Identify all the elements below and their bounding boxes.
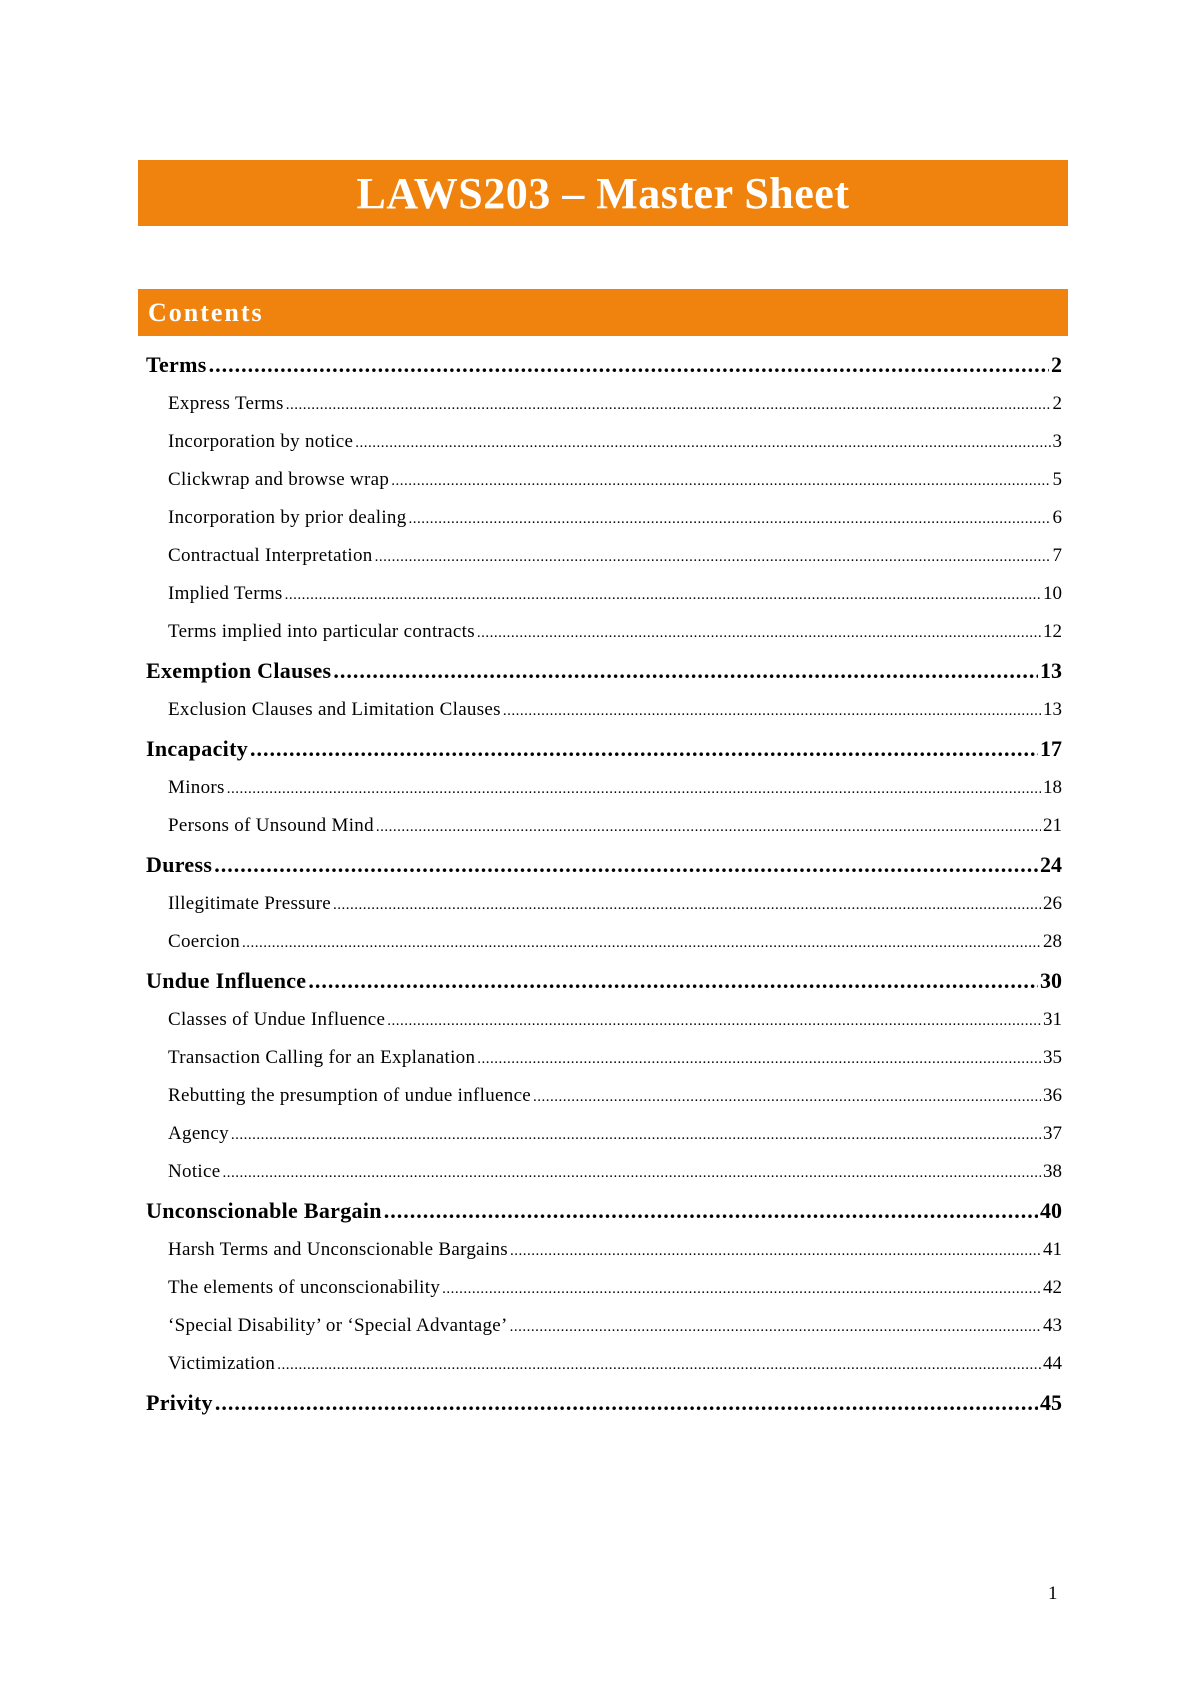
toc-entry-page: 12 (1043, 621, 1062, 642)
toc-entry-page: 17 (1040, 736, 1062, 761)
toc-subsection-link[interactable] (146, 885, 1062, 923)
title-banner (138, 160, 1068, 226)
toc-entry-page: 13 (1040, 658, 1062, 683)
toc-entry-page: 3 (1052, 431, 1062, 452)
toc-entry-page: 18 (1043, 777, 1062, 798)
toc-entry-page: 30 (1040, 968, 1062, 993)
toc-dot-leader (277, 1345, 1041, 1383)
toc-subsection-link[interactable] (146, 385, 1062, 423)
toc-section-link[interactable] (146, 729, 1062, 769)
toc-dot-leader (387, 1001, 1041, 1039)
toc-dot-leader (355, 423, 1050, 461)
toc-entry-label: Terms implied into particular contracts (168, 621, 475, 642)
toc-dot-leader (376, 807, 1041, 845)
toc-section-link[interactable] (146, 961, 1062, 1001)
toc-entry-page: 35 (1043, 1047, 1062, 1068)
toc-dot-leader (384, 1191, 1038, 1231)
toc-entry-label: Illegitimate Pressure (168, 893, 332, 914)
toc-entry-label: Harsh Terms and Unconscionable Bargains (168, 1239, 508, 1260)
toc-entry-page: 5 (1052, 469, 1062, 490)
toc-dot-leader (442, 1269, 1041, 1307)
toc-subsection-link[interactable] (146, 769, 1062, 807)
document-title: LAWS203 – Master Sheet (356, 168, 850, 218)
toc-entry-label: Exemption Clauses (146, 658, 332, 683)
toc-subsection-link[interactable] (146, 1039, 1062, 1077)
toc-dot-leader (222, 1153, 1041, 1191)
toc-entry-label: Incorporation by prior dealing (168, 507, 407, 528)
toc-entry-label: Implied Terms (168, 583, 283, 604)
toc-dot-leader (250, 729, 1038, 769)
toc-subsection-link[interactable] (146, 807, 1062, 845)
toc-entry-page: 24 (1040, 852, 1062, 877)
toc-subsection-link[interactable] (146, 613, 1062, 651)
toc-entry-page: 13 (1043, 699, 1062, 720)
toc-entry-label: Persons of Unsound Mind (168, 815, 374, 836)
toc-entry-page: 40 (1040, 1198, 1062, 1223)
toc-dot-leader (231, 1115, 1041, 1153)
toc-dot-leader (227, 769, 1041, 807)
toc-entry-label: Agency (168, 1123, 229, 1144)
contents-heading: Contents (148, 297, 264, 327)
toc-subsection-link[interactable] (146, 1269, 1062, 1307)
toc-entry-label: Coercion (168, 931, 241, 952)
toc-entry-page: 43 (1043, 1315, 1062, 1336)
toc-entry-label: Unconscionable Bargain (146, 1198, 382, 1223)
contents-banner (138, 289, 1068, 336)
toc-entry-label: Notice (168, 1161, 221, 1182)
toc-dot-leader (215, 1383, 1038, 1423)
toc-entry-label: Incorporation by notice (168, 431, 354, 452)
toc-subsection-link[interactable] (146, 1307, 1062, 1345)
toc-entry-page: 21 (1043, 815, 1062, 836)
toc-entry-page: 7 (1052, 545, 1062, 566)
toc-subsection-link[interactable] (146, 575, 1062, 613)
toc-section-link[interactable] (146, 1191, 1062, 1231)
toc-dot-leader (477, 613, 1041, 651)
toc-dot-leader (503, 691, 1041, 729)
toc-subsection-link[interactable] (146, 691, 1062, 729)
toc-dot-leader (308, 961, 1038, 1001)
toc-entry-label: The elements of unconscionability (168, 1277, 441, 1298)
toc-dot-leader (333, 885, 1041, 923)
toc-subsection-link[interactable] (146, 499, 1062, 537)
toc-entry-page: 28 (1043, 931, 1062, 952)
toc-entry-page: 6 (1052, 507, 1062, 528)
toc-dot-leader (375, 537, 1051, 575)
toc-subsection-link[interactable] (146, 461, 1062, 499)
toc-section-link[interactable] (146, 1383, 1062, 1423)
toc-entry-label: Classes of Undue Influence (168, 1009, 386, 1030)
toc-subsection-link[interactable] (146, 1001, 1062, 1039)
toc-entry-page: 42 (1043, 1277, 1062, 1298)
toc-entry-page: 45 (1040, 1390, 1062, 1415)
toc-entry-page: 36 (1043, 1085, 1062, 1106)
toc-subsection-link[interactable] (146, 1231, 1062, 1269)
toc-section-link[interactable] (146, 845, 1062, 885)
toc-subsection-link[interactable] (146, 423, 1062, 461)
toc-entry-page: 38 (1043, 1161, 1062, 1182)
toc-entry-label: Victimization (168, 1353, 276, 1374)
toc-entry-label: Express Terms (168, 393, 284, 414)
toc-dot-leader (285, 575, 1041, 613)
toc-dot-leader (286, 385, 1051, 423)
toc-entry-label: Undue Influence (146, 968, 307, 993)
page-number: 1 (1048, 1583, 1058, 1604)
toc-entry-page: 2 (1051, 352, 1062, 377)
toc-entry-label: Rebutting the presumption of undue influence (168, 1085, 532, 1106)
toc-subsection-link[interactable] (146, 1077, 1062, 1115)
toc-entry-label: ‘Special Disability’ or ‘Special Advantage’ (168, 1315, 508, 1336)
toc-entry-page: 10 (1043, 583, 1062, 604)
toc-dot-leader (214, 845, 1038, 885)
toc-entry-label: Contractual Interpretation (168, 545, 373, 566)
toc-entry-label: Terms (146, 352, 207, 377)
toc-subsection-link[interactable] (146, 1345, 1062, 1383)
toc-entry-page: 26 (1043, 893, 1062, 914)
toc-section-link[interactable] (146, 345, 1062, 385)
toc-dot-leader (510, 1231, 1041, 1269)
toc-entry-label: Exclusion Clauses and Limitation Clauses (168, 699, 501, 720)
toc-entry-label: Clickwrap and browse wrap (168, 469, 390, 490)
toc-section-link[interactable] (146, 651, 1062, 691)
toc-entry-label: Transaction Calling for an Explanation (168, 1047, 476, 1068)
toc-subsection-link[interactable] (146, 537, 1062, 575)
toc-dot-leader (533, 1077, 1041, 1115)
toc-dot-leader (333, 651, 1038, 691)
table-of-contents (146, 345, 1062, 1423)
toc-subsection-link[interactable] (146, 1153, 1062, 1191)
toc-dot-leader (391, 461, 1050, 499)
toc-entry-page: 37 (1043, 1123, 1062, 1144)
toc-entry-label: Privity (146, 1390, 213, 1415)
toc-dot-leader (477, 1039, 1041, 1077)
toc-entry-label: Incapacity (146, 736, 248, 761)
toc-entry-label: Duress (146, 852, 213, 877)
toc-dot-leader (409, 499, 1051, 537)
toc-dot-leader (209, 345, 1049, 385)
toc-subsection-link[interactable] (146, 1115, 1062, 1153)
toc-entry-page: 41 (1043, 1239, 1062, 1260)
toc-entry-page: 44 (1043, 1353, 1062, 1374)
toc-dot-leader (242, 923, 1041, 961)
toc-entry-label: Minors (168, 777, 225, 798)
toc-entry-page: 31 (1043, 1009, 1062, 1030)
toc-dot-leader (510, 1307, 1041, 1345)
toc-subsection-link[interactable] (146, 923, 1062, 961)
toc-entry-page: 2 (1052, 393, 1062, 414)
